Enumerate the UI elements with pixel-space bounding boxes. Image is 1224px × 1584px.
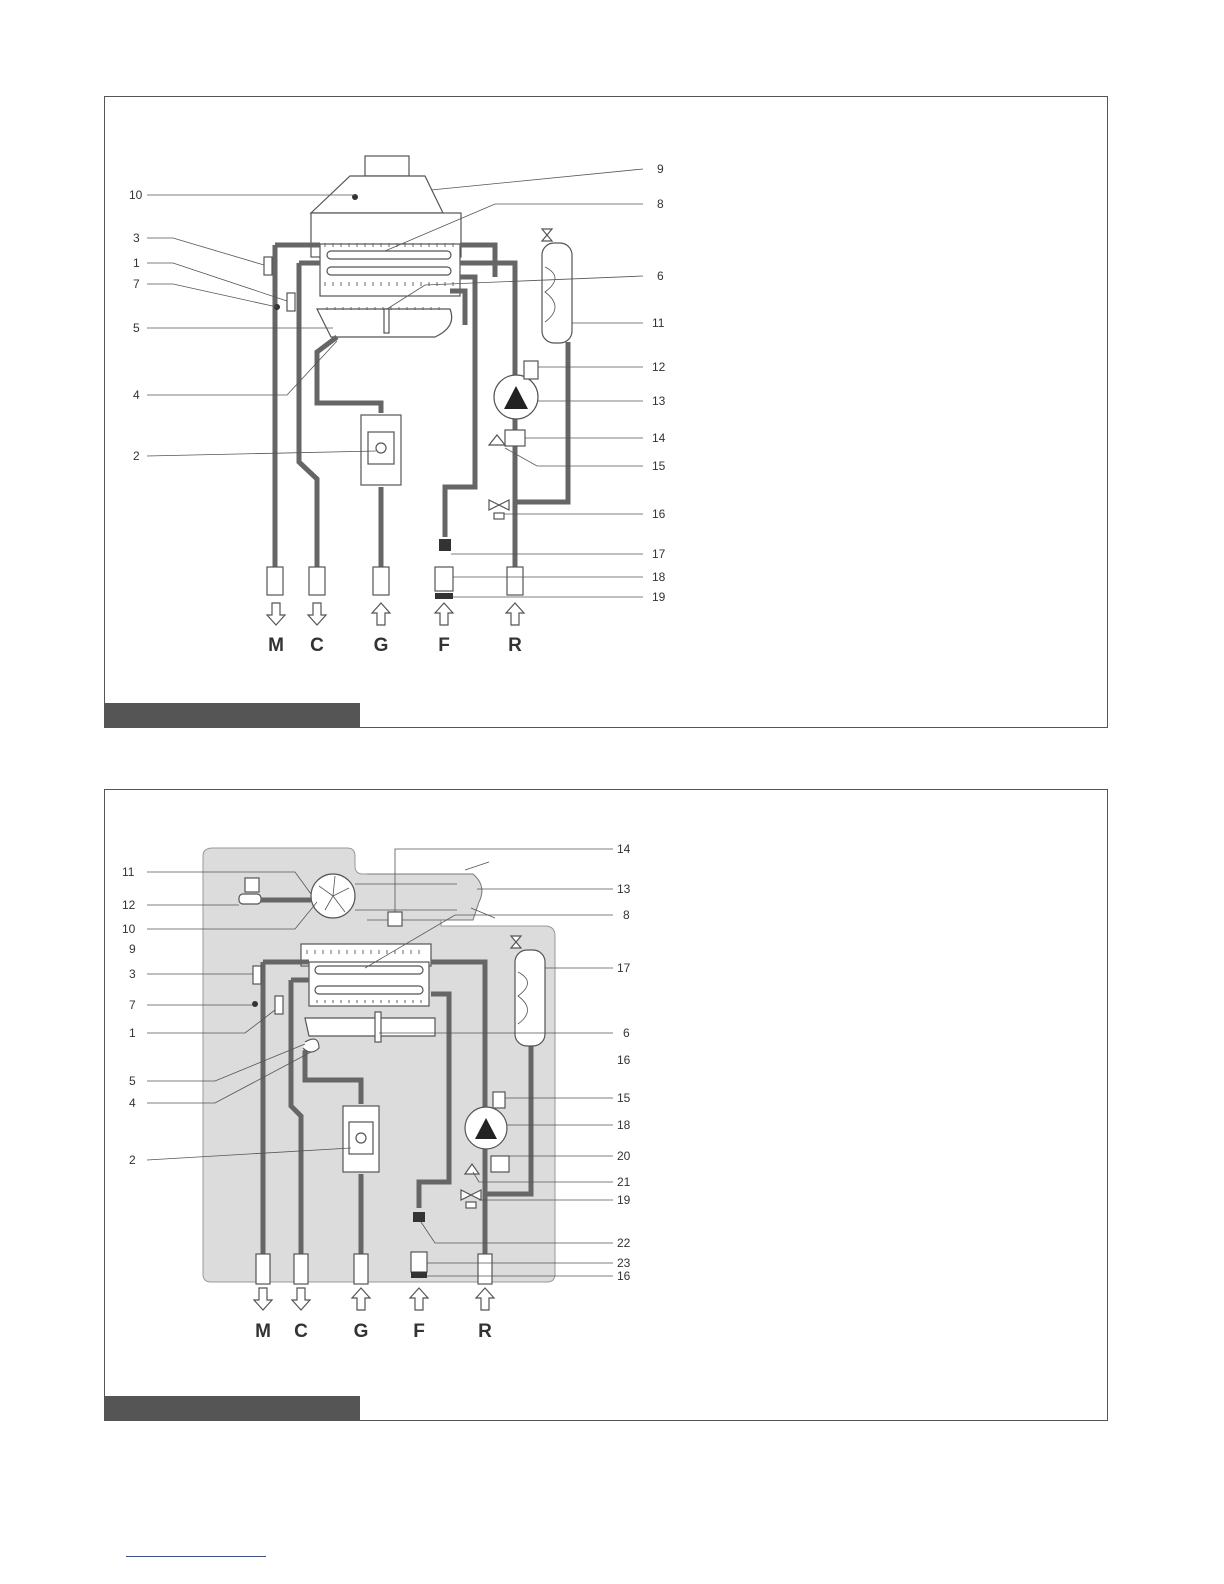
label-7: 7: [129, 998, 136, 1012]
label-9: 9: [129, 942, 136, 956]
label-19: 19: [617, 1193, 631, 1207]
gas-valve-knob: [356, 1133, 366, 1143]
label-13: 13: [652, 394, 666, 408]
filter: [435, 593, 453, 599]
label-11: 11: [122, 865, 135, 879]
caption-bar-1: [104, 703, 360, 728]
connection-m: M: [268, 635, 284, 656]
label-3: 3: [133, 231, 140, 245]
expansion-vessel: [515, 950, 545, 1046]
draught-diverter: [311, 176, 443, 213]
label-20: 20: [617, 1149, 631, 1163]
connection-m: M: [255, 1321, 271, 1342]
label-21: 21: [617, 1175, 631, 1189]
burner-probe: [375, 1012, 381, 1042]
flow-sensor: [411, 1252, 427, 1272]
label-15: 15: [652, 459, 666, 473]
label-12: 12: [652, 360, 666, 374]
connection-c: C: [294, 1321, 308, 1342]
connection-r: R: [508, 635, 522, 656]
label-8: 8: [623, 908, 630, 922]
arrow-m: [267, 603, 285, 625]
exchanger-tube-upper: [327, 251, 451, 259]
arrow-g: [352, 1288, 370, 1310]
stub-c: [294, 1254, 308, 1284]
label-23: 23: [617, 1256, 631, 1270]
arrow-f: [410, 1288, 428, 1310]
label-13: 13: [617, 882, 631, 896]
connection-arrows: [254, 1288, 494, 1310]
stub-g: [354, 1254, 368, 1284]
expansion-line: [515, 342, 568, 502]
label-3: 3: [129, 967, 136, 981]
stub-r: [507, 567, 523, 595]
connection-g: G: [353, 1321, 369, 1342]
flow-limiter: [439, 539, 451, 551]
boiler-schematic-2: [105, 790, 1107, 1420]
pipe-c: [299, 263, 317, 567]
label-17: 17: [652, 547, 666, 561]
label-8: 8: [657, 197, 664, 211]
fill-tap: [489, 500, 509, 510]
label-11: 11: [652, 316, 665, 330]
label-5: 5: [133, 321, 140, 335]
connection-f: F: [413, 1321, 425, 1342]
label-10: 10: [122, 922, 136, 936]
connection-f: F: [438, 635, 450, 656]
arrow-r: [476, 1288, 494, 1310]
arrow-m: [254, 1288, 272, 1310]
sensor-3: [253, 966, 261, 984]
label-1: 1: [133, 256, 140, 270]
label-4: 4: [129, 1096, 136, 1110]
label-2: 2: [133, 449, 140, 463]
air-vent-valve: [542, 229, 552, 241]
label-16-lower: 16: [617, 1269, 631, 1283]
label-14: 14: [617, 842, 631, 856]
safety-valve: [489, 435, 505, 445]
label-6: 6: [623, 1026, 630, 1040]
connection-g: G: [373, 635, 389, 656]
pressure-switch: [505, 430, 525, 446]
connection-r: R: [478, 1321, 492, 1342]
label-18: 18: [617, 1118, 631, 1132]
filter: [411, 1272, 427, 1278]
switch-7: [252, 1001, 258, 1007]
arrow-f: [435, 603, 453, 625]
label-5: 5: [129, 1074, 136, 1088]
label-1: 1: [129, 1026, 136, 1040]
label-19: 19: [652, 590, 666, 604]
label-22: 22: [617, 1236, 631, 1250]
flue-sensor: [388, 912, 402, 926]
label-9: 9: [657, 162, 664, 176]
gas-pipe-upper: [317, 337, 381, 413]
stub-c: [309, 567, 325, 595]
exchanger-tube-lower: [315, 986, 423, 994]
label-17: 17: [617, 961, 631, 975]
label-16-upper: 16: [617, 1053, 631, 1067]
connection-c: C: [310, 635, 324, 656]
gas-valve-knob: [376, 443, 386, 453]
label-2: 2: [129, 1153, 136, 1167]
label-12: 12: [122, 898, 136, 912]
boiler-schematic-1: [105, 97, 1107, 727]
exchanger-tube-lower: [327, 267, 451, 275]
flue-duct: [367, 874, 482, 920]
label-18: 18: [652, 570, 666, 584]
arrow-c: [308, 603, 326, 625]
arrow-c: [292, 1288, 310, 1310]
caption-bar-2: [104, 1396, 360, 1421]
connection-arrows: [267, 603, 524, 625]
label-6: 6: [657, 269, 664, 283]
burner-probe: [384, 309, 389, 333]
stub-g: [373, 567, 389, 595]
exchanger-tube-upper: [315, 966, 423, 974]
stub-m: [267, 567, 283, 595]
flue-outlet: [365, 156, 409, 176]
pressure-switch: [491, 1156, 509, 1172]
footer-link-underline[interactable]: [126, 1556, 266, 1557]
label-7: 7: [133, 277, 140, 291]
sensor-1: [275, 996, 283, 1014]
stub-m: [256, 1254, 270, 1284]
pump-sensor: [524, 361, 538, 379]
diagram-panel-2: [104, 789, 1108, 1421]
label-14: 14: [652, 431, 666, 445]
air-pressure-switch: [245, 878, 259, 892]
sensor-1: [287, 293, 295, 311]
flow-sensor: [435, 567, 453, 591]
pump-sensor: [493, 1092, 505, 1108]
arrow-r: [506, 603, 524, 625]
label-16: 16: [652, 507, 666, 521]
flow-limiter: [413, 1212, 425, 1222]
label-10: 10: [129, 188, 143, 202]
diagram-panel-1: [104, 96, 1108, 728]
arrow-g: [372, 603, 390, 625]
stub-r: [478, 1254, 492, 1284]
label-4: 4: [133, 388, 140, 402]
sensor-3: [264, 257, 272, 275]
label-15: 15: [617, 1091, 631, 1105]
